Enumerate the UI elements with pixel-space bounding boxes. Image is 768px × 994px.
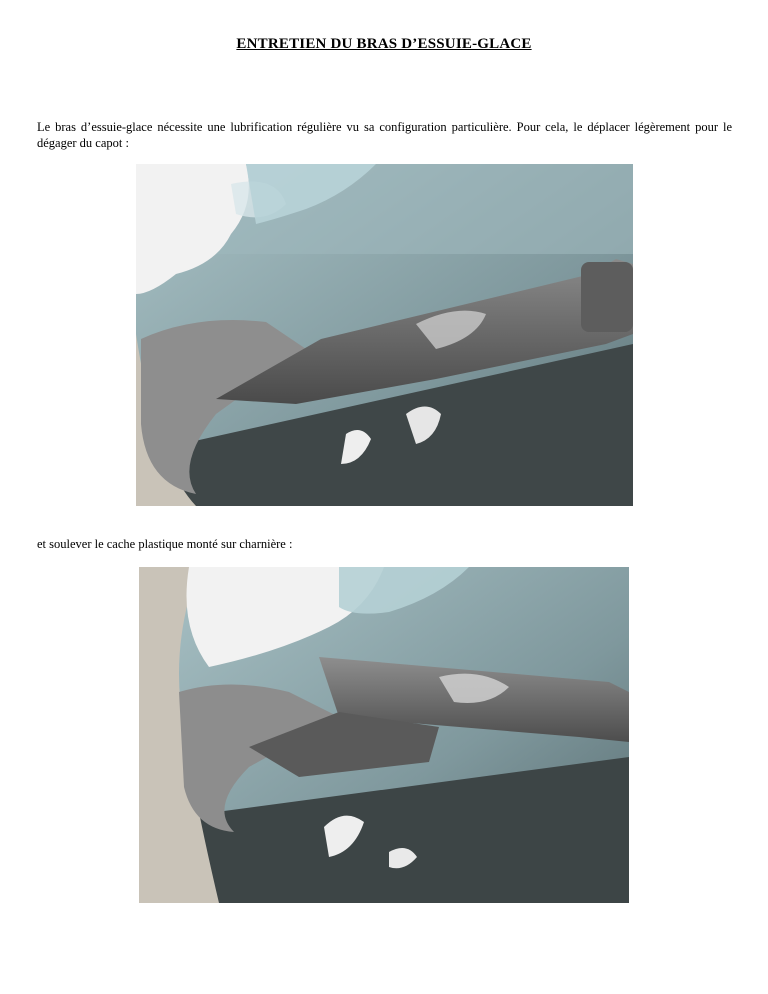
wiper-arm-photo-2 (139, 567, 629, 903)
page-title: ENTRETIEN DU BRAS D’ESSUIE-GLACE (236, 36, 532, 52)
wiper-arm-photo-1 (136, 164, 633, 506)
hinge-paragraph: et soulever le cache plastique monté sur charnière : (37, 537, 293, 551)
intro-paragraph: Le bras d’essuie-glace nécessite une lubrification régulière vu sa configuration particulière. Pour cela, le déplacer légèrement pour le dégager du capot : (37, 120, 732, 150)
